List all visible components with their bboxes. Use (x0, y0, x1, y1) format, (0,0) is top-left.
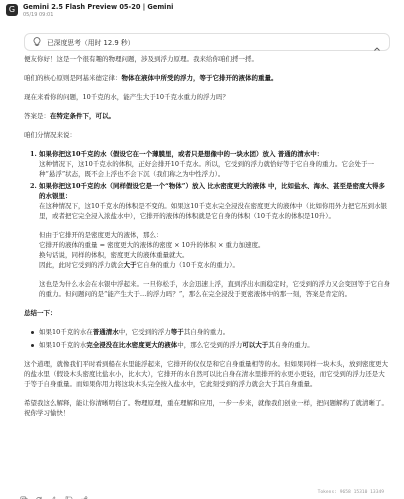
list-item: 1. 如果你把这10千克的水（假设它在一个薄膜里，或者只是想像中的一块水团）放入 普通的清水中： 这种情况下，这10千克水的体积，正好会排开10千克水。所以，它受到的浮力就恰好等于它自身的重力。它会处于一种“悬浮”状态，既不会上浮也不会下沉（我们称之为中性浮力）。 (30, 149, 390, 179)
conversation-date: 05/19 09:01 (23, 12, 54, 18)
case-list (30, 149, 390, 299)
response-body (24, 54, 390, 418)
case2-note: 但由于它排开的是密度更大的液体，那么： (39, 231, 163, 239)
action-bar (0, 486, 404, 499)
case2-body: 在这种情况下，这10千克水的体积是不变的。如果这10千克水完全浸没在密度更大的液体中（比如你用外力把它压到水银里，或者把它完全浸入浓盐水中），它排开的液体的体积就是它自身的体积（10千克水的体积是10升）。 (39, 202, 388, 220)
list-item: 如果10千克的水完全浸没在比水密度更大的液体中，那么它受到的浮力可以大于其自身的重力。 (30, 340, 390, 350)
thumbs-up-icon[interactable] (50, 489, 58, 497)
farewell-text: 希望我这么解释，能让你清晰明白了。物理原理，重在理解和应用，一步一步来，就像我们创业一样，把问题解构了就清晰了。祝你学习愉快！ (24, 399, 388, 417)
answer-text: 答案是：在特定条件下，可以。 (24, 112, 115, 120)
refresh-icon[interactable] (35, 489, 43, 497)
copy-icon[interactable] (20, 489, 28, 497)
case2-title: 如果你把这10千克的水（同样假设它是一个“物体”）放入 比水密度更大的液体 中，比如盐水、海水、甚至是密度大得多的水银里： (39, 182, 386, 200)
closing-text: 这个道理，就像我们平时看到船在水里能浮起来，它排开的仅仅是和它自身重量相等的水。但如果同样一块木头，放到密度更大的盐水里（假设木头密度比盐水小，比水大），它排开的水自然可以比自身在清水里排开的水更小更轻，而它受到的浮力还是大于等于自身重量。而如果你用力将这块木头完全按入盐水中，它此刻受到的浮力就会大于其自身重量。 (24, 360, 388, 388)
case2-formula: 它排开的液体的重量 = 密度更大的液体的密度 × 10升的体积 × 重力加速度。 (39, 241, 265, 249)
case2-explain: 换句话说，同样的体积，密度更大的液体重量就大。 (39, 251, 189, 259)
question-text: 现在来看你的问题，10千克的水，能产生大于10千克水重力的浮力吗？ (24, 93, 230, 101)
token-count: Tokens: 9658 15310 13349 (317, 490, 384, 495)
share-icon[interactable] (80, 489, 88, 497)
gemini-logo-icon: G (6, 4, 18, 16)
chevron-up-icon (373, 38, 381, 46)
summary-list (30, 327, 390, 350)
intro-text: 便友你好！这是一个很有趣的物理问题，涉及到浮力原理。我来给你咱们捋一捋。 (24, 55, 258, 63)
thumbs-down-icon[interactable] (65, 489, 73, 497)
thinking-label: 已深度思考（用时 12.9 秒） (47, 39, 135, 47)
list-item: 如果10千克的水在普通清水中，它受到的浮力等于其自身的重力。 (30, 327, 390, 337)
case2-conclusion: 因此，此时它受到的浮力就会大于它自身的重力（10千克水的重力）。 (39, 261, 240, 269)
summary-title: 总结一下： (24, 309, 57, 317)
case2-extra: 这也是为什么水会在水银中浮起来。一旦你松手，水会迅速上浮，直到浮出水面稳定时，它受到的浮力又会变回等于它自身的重力。但问题问的是“能产生大于…的浮力吗？”，那么在完全浸没于更密液体中的那一刻，答案是肯定的。 (39, 280, 390, 298)
list-item: 2. 如果你把这10千克的水（同样假设它是一个“物体”）放入 比水密度更大的液体 中，比如盐水、海水、甚至是密度大得多的水银里： 在这种情况下，这10千克水的体积是不变的。如果这10千克水完全浸没在密度更大的液体中（比如你用外力把它压到水银里，或者把它完全浸入浓盐水中），它排开的液体的体积就是它自身的体积（10千克水的体积是10升）。 但由于它排开的是密度更大的液体，那么： 它排开的液体的重量 = 密度更大的液体的密度 × 10升的体积 × 重力加速度。 换句话说，同样的体积，密度更大的液体重量就大。 因此，此时它受到的浮力就会大于它自身的重力（10千克水的重力）。 这也是为什么水会在水银中浮起来。一旦你松手，水会迅速上浮，直到浮出水面稳定时，它受到的浮力又会变回等于它自身的重力。但问题问的是“能产生大于…的浮力吗？”，那么在完全浸没于更密液体中的那一刻，答案是肯定的。 (30, 182, 390, 298)
case1-title: 如果你把这10千克的水（假设它在一个薄膜里，或者只是想像中的一块水团）放入 普通的清水中： (39, 150, 324, 158)
case1-body: 这种情况下，这10千克水的体积，正好会排开10千克水。所以，它受到的浮力就恰好等于它自身的重力。它会处于一种“悬浮”状态，既不会上浮也不会下沉（我们称之为中性浮力）。 (39, 160, 375, 178)
core-principle: 咱们的核心原则是阿基米德定律：物体在液体中所受的浮力，等于它排开的液体的重量。 (24, 74, 278, 82)
app-header (0, 0, 404, 26)
title-block (23, 3, 173, 19)
lightbulb-icon (33, 37, 41, 47)
conversation-title: Gemini 2.5 Flash Preview 05-20 | Gemini (23, 3, 174, 11)
thinking-toggle[interactable] (24, 33, 390, 51)
analysis-title: 咱们分情况来说： (24, 131, 76, 139)
